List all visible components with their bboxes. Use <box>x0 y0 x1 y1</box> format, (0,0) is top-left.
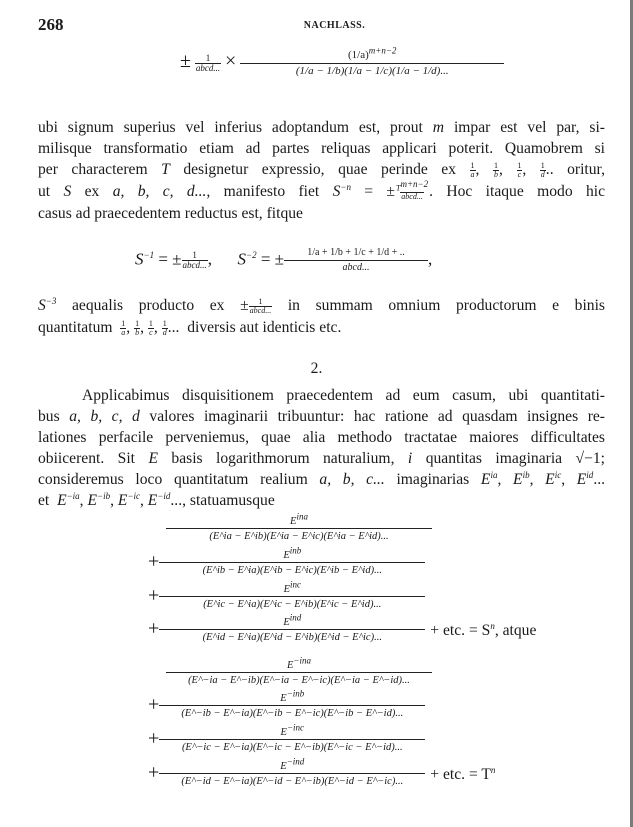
den: abcd... <box>401 192 423 202</box>
text: in summam omnium productorum e binis <box>287 297 605 314</box>
para1-line-4 <box>38 178 605 202</box>
numerator <box>346 45 398 63</box>
text: bus <box>38 408 60 425</box>
s3-exponent: −3 <box>45 295 57 306</box>
sum-t-term-1: $E^{-ina}$ (E^−ia − E^−ib)(E^−ia − E^−ic)(E^−ia − E^−id)... <box>166 660 432 686</box>
text: manifesto fiet <box>223 183 320 200</box>
text: basis logarithmorum naturalium, <box>171 450 395 467</box>
den: (E^−ia − E^−ib)(E^−ia − E^−ic)(E^−ia − E^−id)... <box>166 672 432 686</box>
tail: + etc. = S <box>430 621 491 639</box>
num-exp: ind <box>289 612 302 623</box>
text: per characterem <box>38 161 148 178</box>
den: (E^−id − E^−ia)(E^−id − E^−ib)(E^−id − E^−ic)... <box>159 773 425 787</box>
tail-end: , atque <box>494 621 537 639</box>
num-exp: −inc <box>286 722 305 733</box>
section-number: 2. <box>310 360 323 377</box>
ellipsis: ... <box>593 471 606 488</box>
denominator: abcd... <box>195 63 221 74</box>
var-m: m <box>432 119 445 136</box>
running-head: NACHLASS. <box>303 20 366 31</box>
sqrt-minus-one: √−1; <box>575 450 606 467</box>
text: impar est vel par, si- <box>453 119 605 136</box>
num-base: (1/a) <box>348 49 369 61</box>
var-S: S <box>63 183 72 200</box>
text: ubi signum superius vel inferius adoptandum est, prout <box>38 119 423 136</box>
num-exponent: m+n−2 <box>368 45 397 56</box>
text: valores imaginarii tribuuntur: hac ratione ad quasdam insignes re- <box>149 408 606 425</box>
equation-2: $S^{-1}$ = ± $\frac{1}{\text{abcd...}}$ , $S^{-2}$ = ± 1/a + 1/b + 1/c + 1/d + .. abcd... , <box>135 247 433 273</box>
para3-line-5: consideremus loco quantitatum realium a, b, c... imaginarias $E^{ia}$, $E^{ib}$, $E^{ic}$, $E^{id}$... <box>38 469 606 488</box>
sum-t-term-2: + $E^{-inb}$ (E^−ib − E^−ia)(E^−ib − E^−ic)(E^−ib − E^−id)... <box>148 693 425 719</box>
para1-line-5: casus ad praecedentem reductus est, fitque <box>38 205 303 222</box>
sum-s-term-3: + $E^{inc}$ (E^ic − E^ia)(E^ic − E^ib)(E^ic − E^id)... <box>148 584 425 610</box>
para3-line-2 <box>38 406 605 427</box>
para2-line-1: $S^{-3}$ aequalis producto ex ± $\frac{1}{\text{abcd...}}$ in summam omnium productorum e binis <box>38 295 605 315</box>
numerator: 1 <box>205 53 211 64</box>
para3-line-4 <box>38 448 605 469</box>
sum-t-term-3: + $E^{-inc}$ (E^−ic − E^−ia)(E^−ic − E^−ib)(E^−ic − E^−id)... <box>148 727 425 753</box>
text: quantitatum <box>38 319 113 336</box>
text: designetur expressio, quae perinde ex <box>183 161 457 178</box>
text: quantitas imaginaria <box>425 450 563 467</box>
num: 1 <box>192 250 197 260</box>
inline-equation: $S^{-n}$ = ± $\frac{T^{m+n-2}}{\text{abcd...}}$ <box>332 178 429 202</box>
tail-exp: n <box>490 620 495 631</box>
s1-exponent: −1 <box>143 249 155 260</box>
para2-line-2: quantitatum $\frac{1}{a}$ , $\frac{1}{b}$ , $\frac{1}{c}$ , $\frac{1}{d}$ ... diversis aut identicis etc. <box>38 318 342 337</box>
text: imaginarias <box>396 471 470 488</box>
num-exp: −inb <box>286 688 305 699</box>
para3-line-6: et $E^{-ia}$, $E^{-ib}$, $E^{-ic}$, $E^{-id}$..., statuamusque <box>38 490 275 509</box>
num-exp: −ina <box>293 655 311 666</box>
var-E: E <box>148 450 158 467</box>
times-sign: × <box>225 50 237 73</box>
num: T <box>396 183 401 193</box>
var-T: T <box>161 161 170 178</box>
sum-s-term-4: + $E^{ind}$ (E^id − E^ia)(E^id − E^ib)(E^id − E^ic)... + etc. = $S^n$, atque <box>148 612 537 644</box>
sum-t-term-4: + $E^{-ind}$ (E^−id − E^−ia)(E^−id − E^−ib)(E^−id − E^−ic)... + etc. = $T^n$ <box>148 756 496 788</box>
page-number: 268 <box>38 15 64 34</box>
para1-line-2: milisque transformatio etiam ad partes reliquas applicari poterit. Quamobrem si <box>38 140 605 157</box>
para1-line-3 <box>38 159 605 180</box>
para3-line-3: lationes perfacile perveniemus, quae alia methodo tractatae maiores difficultates <box>38 429 605 446</box>
text: ex <box>84 183 100 200</box>
text: ..., statuamusque <box>170 492 275 509</box>
plus-minus: ± <box>180 50 191 73</box>
text: consideremus loco quantitatum realium <box>38 471 308 488</box>
text: diversis aut identicis etc. <box>187 319 342 336</box>
den: abcd... <box>249 305 272 315</box>
reciprocal-list: $\frac{1}{a}$ , $\frac{1}{b}$ , $\frac{1}{c}$ , $\frac{1}{d}$ .. <box>470 160 568 179</box>
text: aequalis producto ex <box>72 297 225 314</box>
text: oritur, <box>567 161 606 178</box>
den: (E^−ib − E^−ia)(E^−ib − E^−ic)(E^−ib − E^−id)... <box>159 705 425 719</box>
sum-s-term-2: + $E^{inb}$ (E^ib − E^ia)(E^ib − E^ic)(E^ib − E^id)... <box>148 550 425 576</box>
text: et <box>38 492 50 509</box>
s2-exponent: −2 <box>246 249 257 260</box>
para1-line-1 <box>38 117 605 138</box>
den: abcd... <box>284 260 428 274</box>
vars: a, b, c, d <box>69 408 140 425</box>
tail: + etc. = T <box>430 765 491 783</box>
sum-s-term-1: $E^{ina}$ (E^ia − E^ib)(E^ia − E^ic)(E^ia − E^id)... <box>166 516 432 542</box>
num-exp: ina <box>296 511 308 522</box>
tail-exp: n <box>490 764 496 775</box>
num: 1/a + 1/b + 1/c + 1/d + .. <box>307 247 405 258</box>
para3-line-1: Applicabimus disquisitionem praecedentem ad eum casum, ubi quantitati- <box>82 387 605 404</box>
num: 1 <box>258 296 263 306</box>
den: (E^ia − E^ib)(E^ia − E^ic)(E^ia − E^id)... <box>166 528 432 542</box>
equation-1 <box>180 45 504 77</box>
vars: a, b, c... <box>319 471 385 488</box>
fraction-1-over-abcd <box>195 54 221 73</box>
num-exp: inc <box>289 579 301 590</box>
text: ut <box>38 183 51 200</box>
num-exp: inb <box>289 545 302 556</box>
num-exp: m+n−2 <box>400 178 429 189</box>
text: obiicerent. Sit <box>38 450 136 467</box>
den: (E^ic − E^ia)(E^ic − E^ib)(E^ic − E^id)... <box>159 596 425 610</box>
den: (E^−ic − E^−ia)(E^−ic − E^−ib)(E^−ic − E^−id)... <box>159 739 425 753</box>
den: (E^ib − E^ia)(E^ib − E^ic)(E^ib − E^id)... <box>159 562 425 576</box>
text: . Hoc itaque modo hic <box>429 183 605 200</box>
big-fraction <box>240 45 504 77</box>
den: abcd... <box>182 260 207 270</box>
exponent: −n <box>340 181 351 192</box>
denominator: (1/a − 1/b)(1/a − 1/c)(1/a − 1/d)... <box>240 63 504 78</box>
num-exp: −ind <box>286 756 305 767</box>
vars: a, b, c, d..., <box>112 183 211 200</box>
den: (E^id − E^ia)(E^id − E^ib)(E^id − E^ic)... <box>159 629 425 643</box>
var-i: i <box>407 450 413 467</box>
